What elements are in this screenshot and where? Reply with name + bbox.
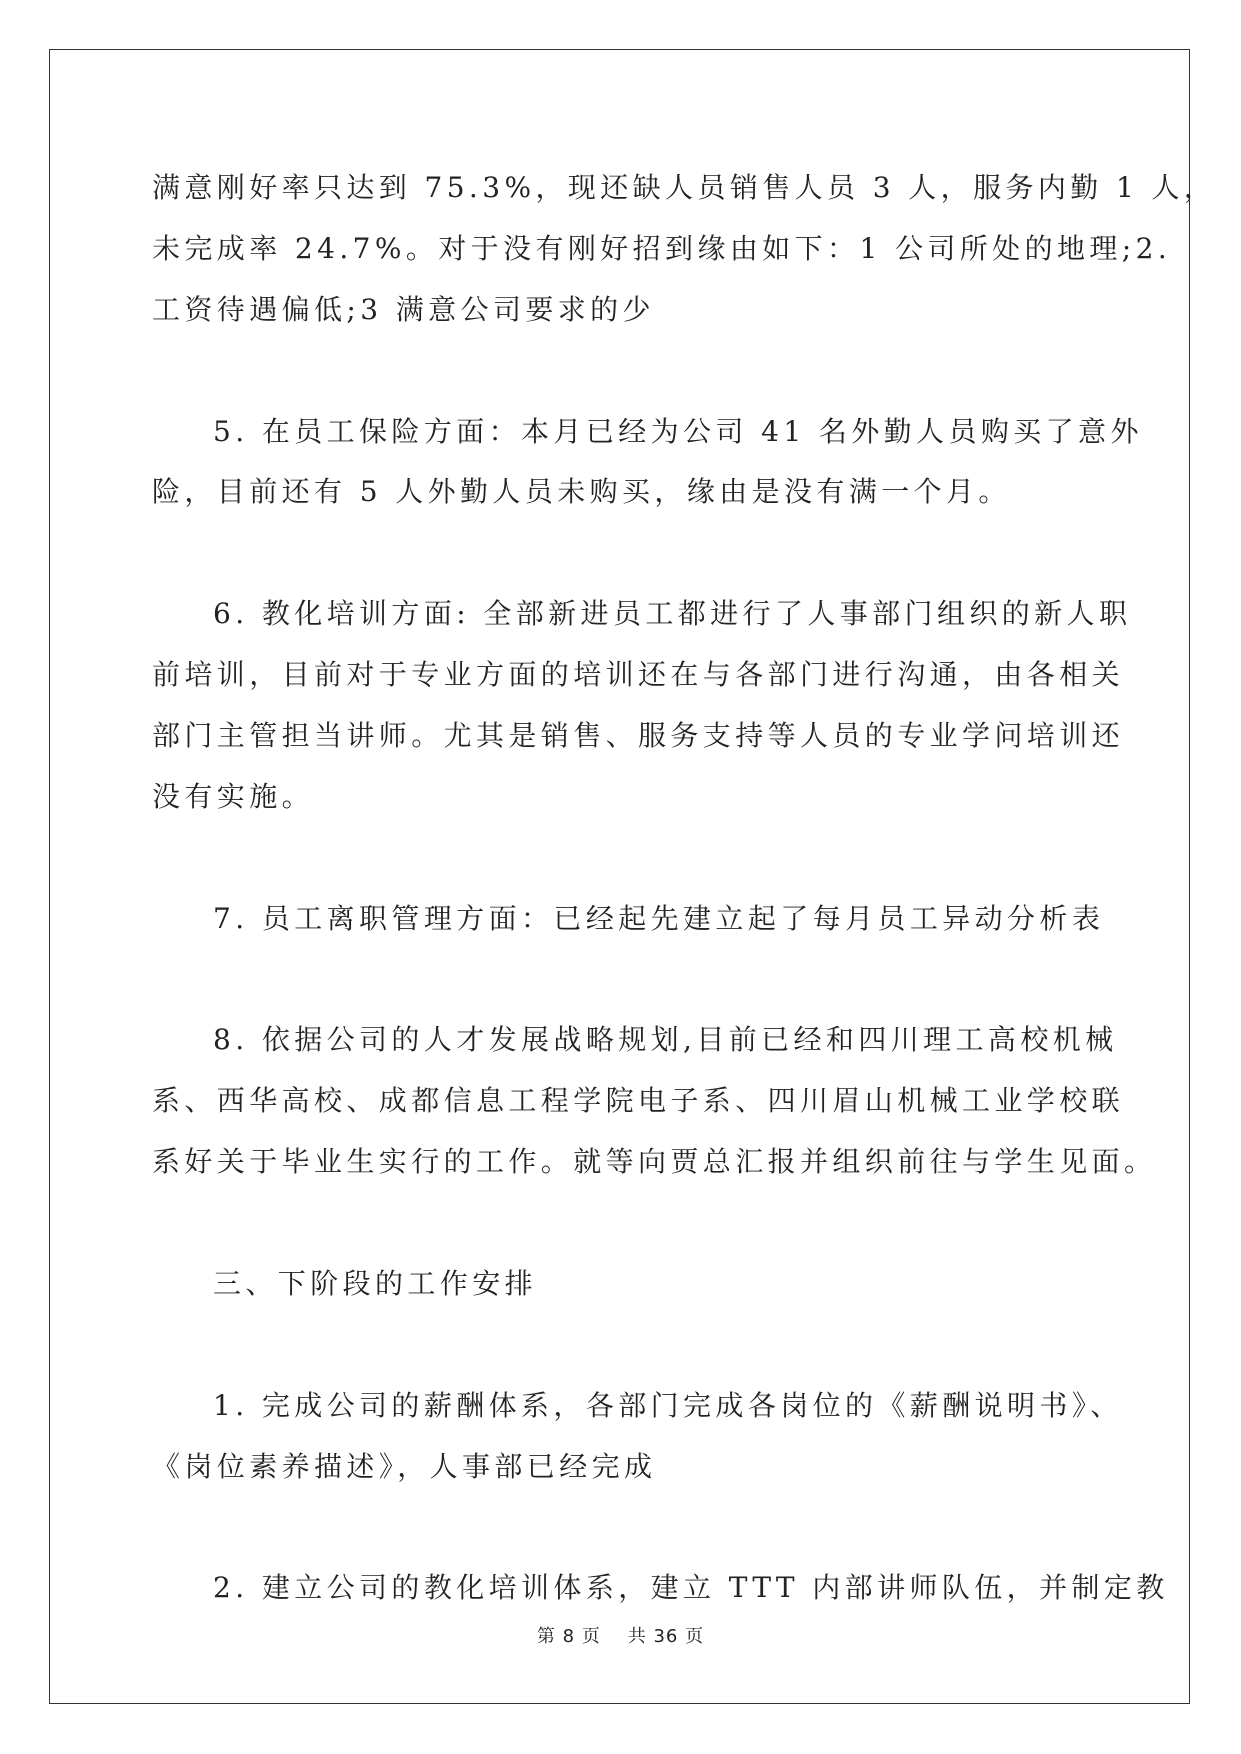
document-body: [152, 158, 1217, 1619]
text-line: 系、西华高校、成都信息工程学院电子系、四川眉山机械工业学校联: [152, 1084, 1125, 1118]
text-line: 《岗位素养描述》，人事部已经完成: [152, 1449, 657, 1483]
text-line: 8. 依据公司的人才发展战略规划,目前已经和四川理工高校机械: [213, 1023, 1118, 1057]
text-line: 2. 建立公司的教化培训体系，建立 TTT 内部讲师队伍，并制定教: [213, 1571, 1169, 1605]
text-line: 前培训，目前对于专业方面的培训还在与各部门进行沟通，由各相关: [152, 658, 1125, 692]
text-line: 1. 完成公司的薪酬体系，各部门完成各岗位的《薪酬说明书》、: [213, 1388, 1123, 1422]
text-line: 系好关于毕业生实行的工作。就等向贾总汇报并组织前往与学生见面。: [152, 1145, 1157, 1179]
paragraph-talent-strategy: [152, 1010, 1157, 1193]
text-line: 部门主管担当讲师。尤其是销售、服务支持等人员的专业学问培训还: [152, 719, 1125, 753]
page-footer: [0, 1622, 1241, 1648]
text-line: 5. 在员工保险方面：本月已经为公司 41 名外勤人员购买了意外: [213, 414, 1143, 448]
paragraph-recruitment: [152, 158, 1217, 341]
text-line: 三、下阶段的工作安排: [213, 1267, 538, 1301]
text-line: 6. 教化培训方面: 全部新进员工都进行了人事部门组织的新人职: [213, 597, 1132, 631]
text-line: 7. 员工离职管理方面：已经起先建立起了每月员工异动分析表: [213, 901, 1105, 935]
paragraph-training: [152, 584, 1132, 828]
text-line: 工资待遇偏低;3 满意公司要求的少: [152, 292, 655, 326]
text-line: 满意刚好率只达到 75.3%，现还缺人员销售人员 3 人，服务内勤 1 人，: [152, 171, 1217, 204]
text-line: 未完成率 24.7%。对于没有刚好招到缘由如下：1 公司所处的地理;2.: [152, 231, 1172, 265]
text-line: 险，目前还有 5 人外勤人员未购买，缘由是没有满一个月。: [152, 475, 1011, 509]
paragraph-resignation: [152, 889, 1105, 950]
paragraph-compensation: [152, 1376, 1123, 1498]
page-total: 共 36 页: [627, 1626, 705, 1647]
text-line: 没有实施。: [152, 779, 315, 813]
paragraph-training-system: [152, 1558, 1169, 1619]
section-heading: [152, 1254, 1092, 1315]
page-number: 第 8 页: [536, 1626, 601, 1647]
paragraph-insurance: [152, 402, 1143, 524]
